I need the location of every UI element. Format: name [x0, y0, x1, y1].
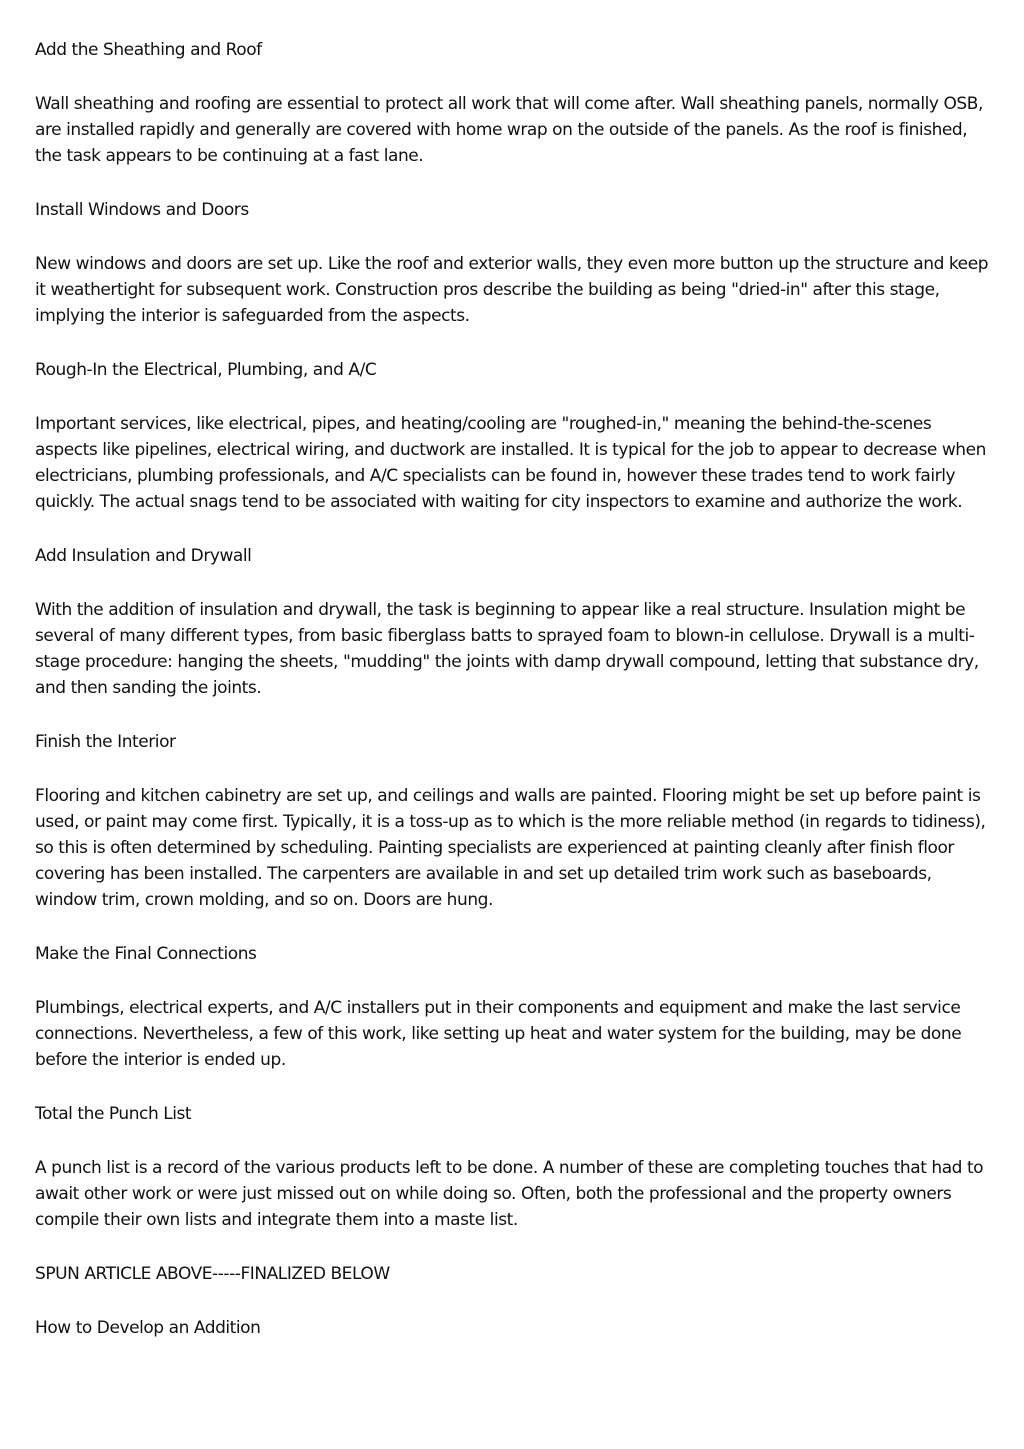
paragraph-punch-list: A punch list is a record of the various products left to be done. A number of these are completing touches that had to await other work or were just missed out on while doing so. Often, both the professional and the property owners compile their own lists and integrate them into a maste list. — [35, 1158, 984, 1230]
section-heading-finish-interior: Finish the Interior — [35, 732, 176, 752]
paragraph-sheathing-roof: Wall sheathing and roofing are essential to protect all work that will come after. Wall sheathing panels, normally OSB, are installed rapidly and generally are covered with home wrap on the outside of the panels. As the roof is finished, the task appears to be continuing at a fast lane. — [35, 94, 983, 166]
paragraph-finish-interior: Flooring and kitchen cabinetry are set up, and ceilings and walls are painted. Flooring might be set up before paint is used, or paint may come first. Typically, it is a toss-up as to which is the more reliable method (in regards to tidiness), so this is often determined by scheduling. Painting specialists are experienced at painting cleanly after finish floor covering has been installed. The carpenters are available in and set up detailed trim work such as baseboards, window trim, crown molding, and so on. Doors are hung. — [35, 786, 986, 910]
paragraph-final-connections: Plumbings, electrical experts, and A/C installers put in their components and equipment and make the last service connections. Nevertheless, a few of this work, like setting up heat and water system for the building, may be done before the interior is ended up. — [35, 998, 962, 1070]
paragraph-insulation-drywall: With the addition of insulation and drywall, the task is beginning to appear like a real structure. Insulation might be several of many different types, from basic fiberglass batts to sprayed foam to blown-in cellulose. Drywall is a multi-stage procedure: hanging the sheets, "mudding" the joints with damp drywall compound, letting that substance dry, and then sanding the joints. — [35, 600, 979, 698]
section-heading-insulation-drywall: Add Insulation and Drywall — [35, 546, 252, 566]
paragraph-windows-doors: New windows and doors are set up. Like the roof and exterior walls, they even more button up the structure and keep it weathertight for subsequent work. Construction pros describe the building as being "dried-in" after this stage, implying the interior is safeguarded from the aspects. — [35, 254, 989, 326]
section-heading-final-connections: Make the Final Connections — [35, 944, 257, 964]
paragraph-rough-in: Important services, like electrical, pipes, and heating/cooling are "roughed-in," meaning the behind-the-scenes aspects like pipelines, electrical wiring, and ductwork are installed. It is typical for the job to appear to decrease when electricians, plumbing professionals, and A/C specialists can be found in, however these trades tend to work fairly quickly. The actual snags tend to be associated with waiting for city inspectors to examine and authorize the work. — [35, 414, 986, 512]
divider-note: SPUN ARTICLE ABOVE-----FINALIZED BELOW — [35, 1264, 390, 1284]
section-heading-punch-list: Total the Punch List — [35, 1104, 192, 1124]
section-heading-sheathing-roof: Add the Sheathing and Roof — [35, 40, 262, 60]
section-heading-develop-addition: How to Develop an Addition — [35, 1318, 261, 1338]
document-page — [35, 37, 995, 1369]
section-heading-windows-doors: Install Windows and Doors — [35, 200, 249, 220]
section-heading-rough-in: Rough-In the Electrical, Plumbing, and A/C — [35, 360, 377, 380]
